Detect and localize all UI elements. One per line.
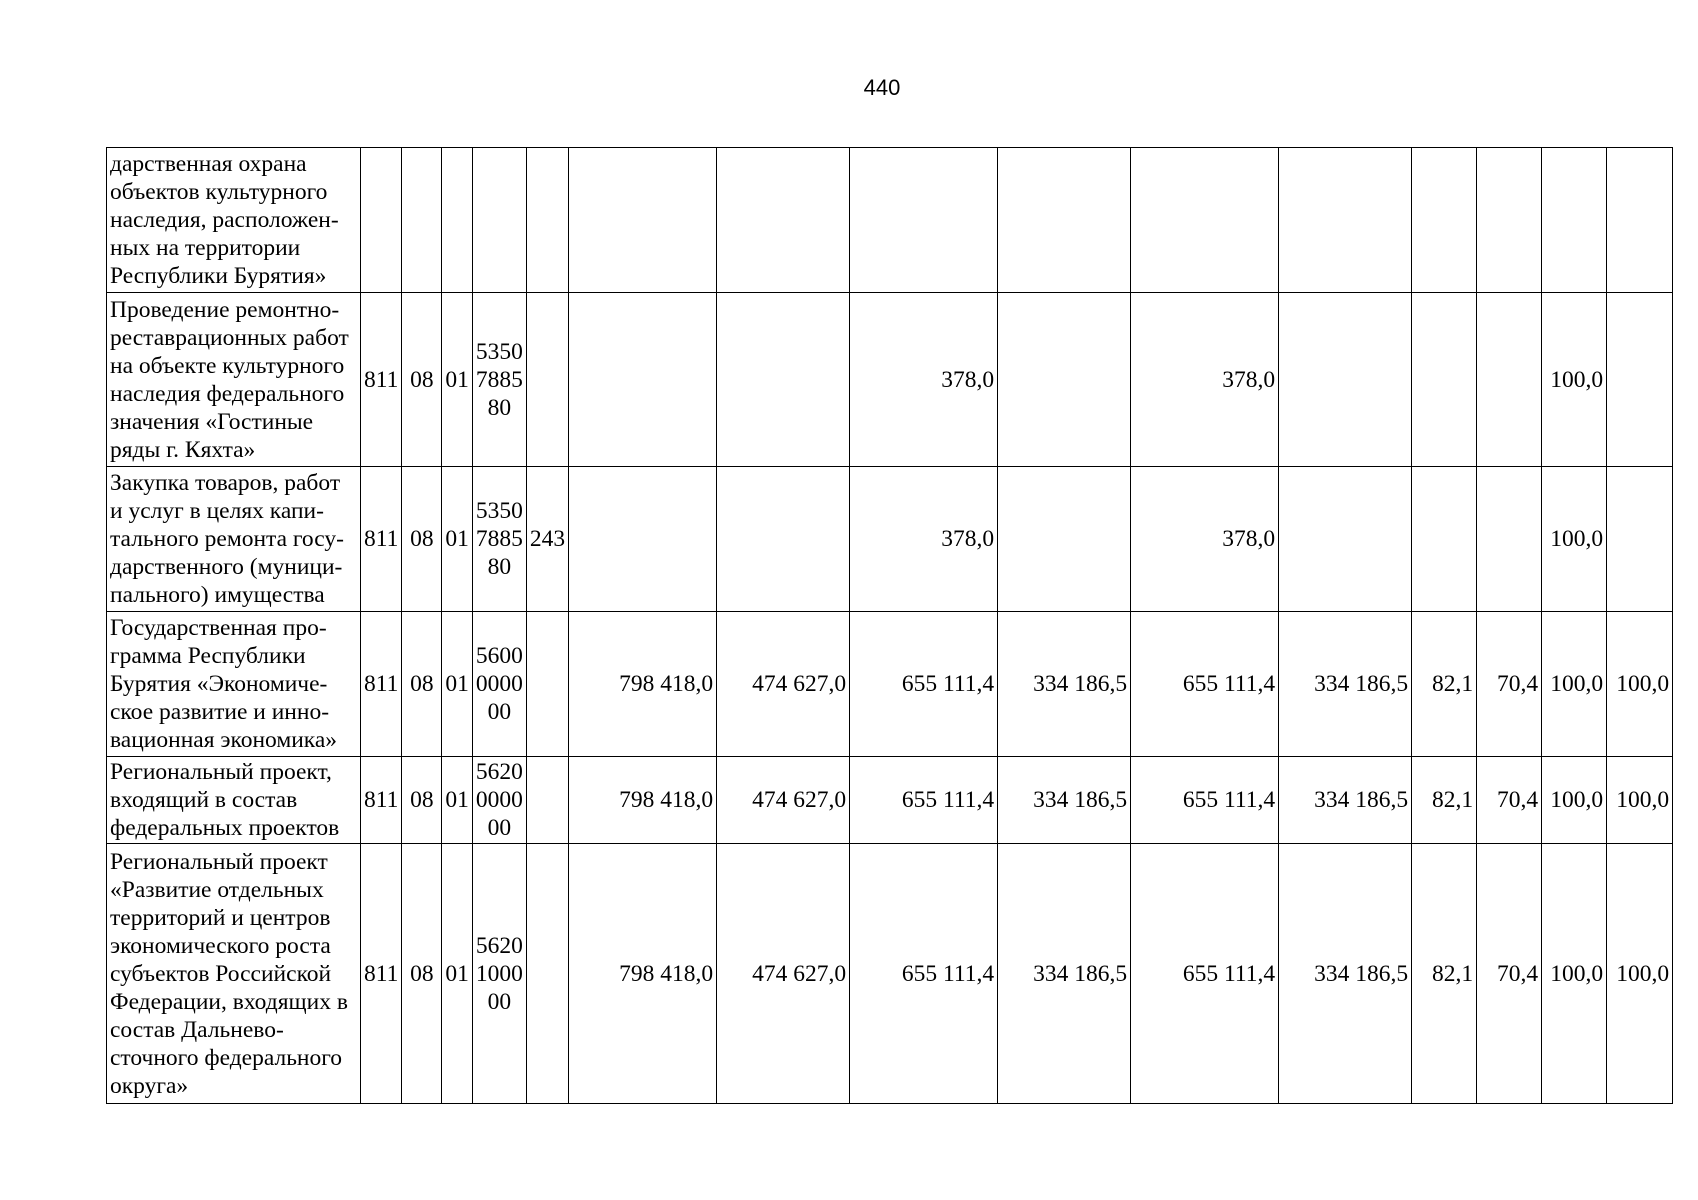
target-article-code: 5620 0000 00 — [472, 757, 526, 844]
percent-col-1 — [1412, 293, 1477, 467]
value-col-1: 798 418,0 — [569, 612, 717, 757]
expense-type-code — [526, 612, 568, 757]
table-row — [107, 293, 1673, 467]
value-col-1: 798 418,0 — [569, 844, 717, 1104]
value-col-4 — [998, 467, 1131, 612]
target-article-code: 5600 0000 00 — [472, 612, 526, 757]
percent-col-1: 82,1 — [1412, 844, 1477, 1104]
value-col-6: 334 186,5 — [1279, 844, 1412, 1104]
percent-col-2 — [1477, 293, 1542, 467]
page-number: 440 — [863, 75, 901, 100]
value-col-6: 334 186,5 — [1279, 612, 1412, 757]
percent-col-1 — [1412, 467, 1477, 612]
value-col-5: 655 111,4 — [1131, 757, 1279, 844]
subsection-code: 01 — [442, 612, 473, 757]
value-col-3: 378,0 — [850, 467, 998, 612]
grbs-code: 811 — [361, 757, 402, 844]
percent-col-4 — [1607, 467, 1673, 612]
value-col-3: 378,0 — [850, 293, 998, 467]
percent-col-3: 100,0 — [1542, 757, 1607, 844]
value-col-2: 474 627,0 — [717, 844, 850, 1104]
value-col-6: 334 186,5 — [1279, 757, 1412, 844]
value-col-2: 474 627,0 — [717, 612, 850, 757]
subsection-code: 01 — [442, 757, 473, 844]
subsection-code: 01 — [442, 844, 473, 1104]
expense-type-code — [526, 757, 568, 844]
percent-col-4: 100,0 — [1607, 757, 1673, 844]
grbs-code — [361, 148, 402, 293]
value-col-1: 798 418,0 — [569, 757, 717, 844]
value-col-3: 655 111,4 — [850, 612, 998, 757]
percent-col-2 — [1477, 467, 1542, 612]
expense-type-code: 243 — [526, 467, 568, 612]
percent-col-4: 100,0 — [1607, 844, 1673, 1104]
row-name: Закупка товаров, работ и услуг в целях капи-тального ремонта госу-дарственного (муници-пального) имущества — [107, 467, 361, 612]
value-col-6 — [1279, 467, 1412, 612]
subsection-code — [442, 148, 473, 293]
grbs-code: 811 — [361, 612, 402, 757]
value-col-3: 655 111,4 — [850, 757, 998, 844]
row-name: Проведение ремонтно-реставрационных работ на объекте культурного наследия федерального значения «Гостиные ряды г. Кяхта» — [107, 293, 361, 467]
percent-col-3: 100,0 — [1542, 844, 1607, 1104]
percent-col-1: 82,1 — [1412, 757, 1477, 844]
value-col-5: 655 111,4 — [1131, 844, 1279, 1104]
target-article-code: 5620 1000 00 — [472, 844, 526, 1104]
percent-col-3: 100,0 — [1542, 293, 1607, 467]
section-code: 08 — [402, 293, 442, 467]
table-row — [107, 844, 1673, 1104]
value-col-2: 474 627,0 — [717, 757, 850, 844]
value-col-3 — [850, 148, 998, 293]
row-name: Региональный проект «Развитие отдельных территорий и центров экономического роста субъектов Российской Федерации, входящих в состав Дальнево-сточного федерального округа» — [107, 844, 361, 1104]
value-col-1 — [569, 293, 717, 467]
target-article-code: 5350 7885 80 — [472, 293, 526, 467]
row-name: Региональный проект, входящий в состав федеральных проектов — [107, 757, 361, 844]
grbs-code: 811 — [361, 467, 402, 612]
value-col-4 — [998, 148, 1131, 293]
value-col-2 — [717, 293, 850, 467]
value-col-4: 334 186,5 — [998, 612, 1131, 757]
expense-type-code — [526, 293, 568, 467]
value-col-6 — [1279, 148, 1412, 293]
percent-col-4 — [1607, 293, 1673, 467]
value-col-1 — [569, 148, 717, 293]
subsection-code: 01 — [442, 467, 473, 612]
value-col-2 — [717, 467, 850, 612]
grbs-code: 811 — [361, 844, 402, 1104]
percent-col-2: 70,4 — [1477, 612, 1542, 757]
value-col-4: 334 186,5 — [998, 844, 1131, 1104]
budget-table — [106, 147, 1673, 1104]
section-code: 08 — [402, 467, 442, 612]
section-code — [402, 148, 442, 293]
expense-type-code — [526, 148, 568, 293]
percent-col-1: 82,1 — [1412, 612, 1477, 757]
subsection-code: 01 — [442, 293, 473, 467]
table-row — [107, 612, 1673, 757]
value-col-5: 378,0 — [1131, 293, 1279, 467]
value-col-5: 655 111,4 — [1131, 612, 1279, 757]
percent-col-2: 70,4 — [1477, 757, 1542, 844]
percent-col-2 — [1477, 148, 1542, 293]
section-code: 08 — [402, 844, 442, 1104]
value-col-6 — [1279, 293, 1412, 467]
value-col-5 — [1131, 148, 1279, 293]
expense-type-code — [526, 844, 568, 1104]
value-col-1 — [569, 467, 717, 612]
row-name: дарственная охрана объектов культурного наследия, расположен-ных на территории Республики Бурятия» — [107, 148, 361, 293]
section-code: 08 — [402, 757, 442, 844]
percent-col-3: 100,0 — [1542, 612, 1607, 757]
value-col-4 — [998, 293, 1131, 467]
percent-col-4: 100,0 — [1607, 612, 1673, 757]
percent-col-4 — [1607, 148, 1673, 293]
grbs-code: 811 — [361, 293, 402, 467]
value-col-4: 334 186,5 — [998, 757, 1131, 844]
value-col-2 — [717, 148, 850, 293]
section-code: 08 — [402, 612, 442, 757]
table-row — [107, 757, 1673, 844]
table-row — [107, 148, 1673, 293]
percent-col-3 — [1542, 148, 1607, 293]
row-name: Государственная про-грамма Республики Бурятия «Экономиче-ское развитие и инно-вационная экономика» — [107, 612, 361, 757]
table-row — [107, 467, 1673, 612]
value-col-5: 378,0 — [1131, 467, 1279, 612]
target-article-code — [472, 148, 526, 293]
target-article-code: 5350 7885 80 — [472, 467, 526, 612]
percent-col-2: 70,4 — [1477, 844, 1542, 1104]
percent-col-1 — [1412, 148, 1477, 293]
percent-col-3: 100,0 — [1542, 467, 1607, 612]
value-col-3: 655 111,4 — [850, 844, 998, 1104]
